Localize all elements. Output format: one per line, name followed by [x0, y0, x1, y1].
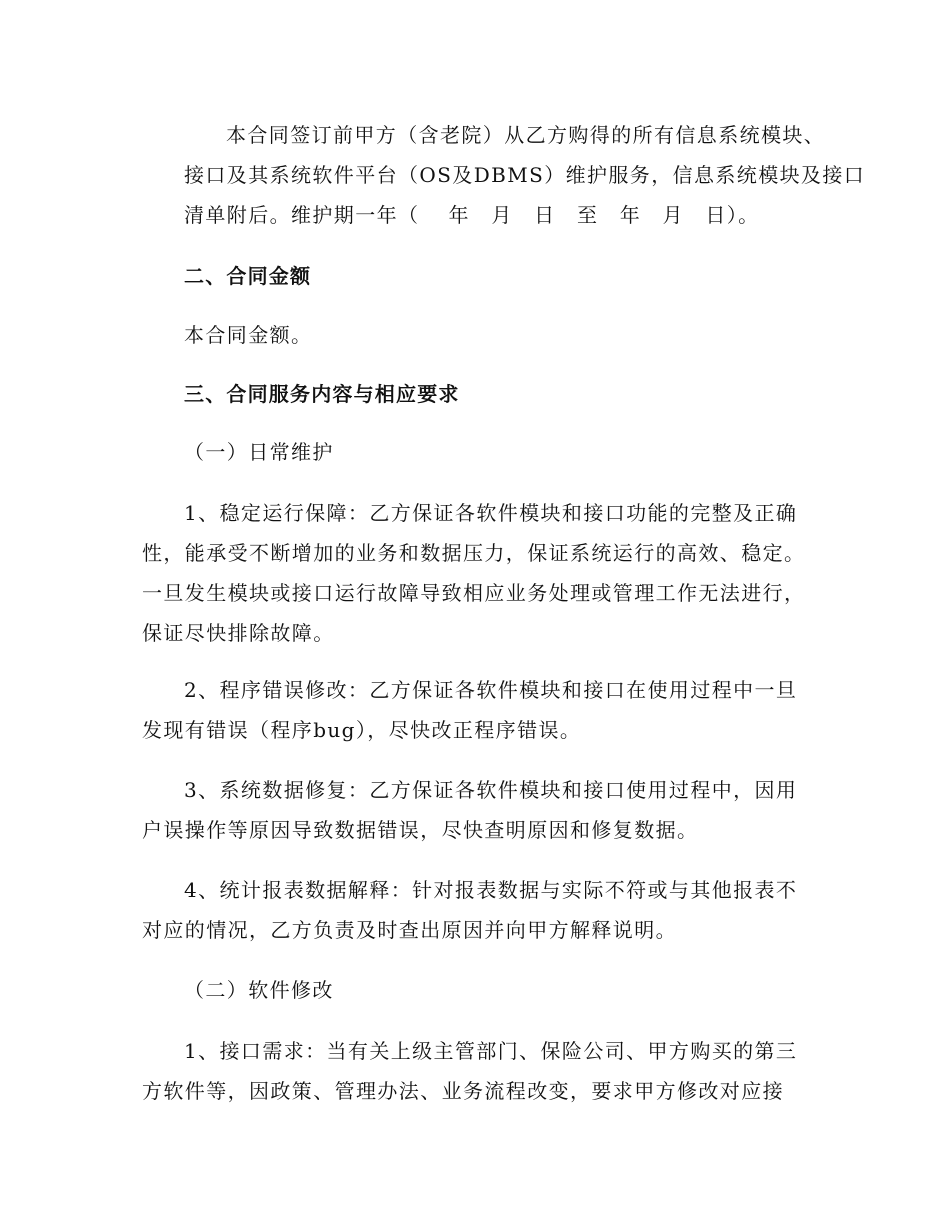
text-line: 方软件等，因政策、管理办法、业务流程改变，要求甲方修改对应接 [142, 1079, 784, 1103]
item-bug-fix [142, 670, 807, 750]
text-line: 保证尽快排除故障。 [142, 621, 335, 645]
text-line: 3、系统数据修复：乙方保证各软件模块和接口使用过程中，因用 [184, 778, 798, 802]
item-stable-operation [142, 493, 807, 653]
text-line: 1、接口需求：当有关上级主管部门、保险公司、甲方购买的第三 [184, 1039, 798, 1063]
paragraph-scope [142, 115, 866, 235]
text-line: 发现有错误（程序bug），尽快改正程序错误。 [142, 718, 582, 742]
subsection-heading-software-modification: （二）软件修改 [184, 978, 334, 1002]
text-line: 4、统计报表数据解释：针对报表数据与实际不符或与其他报表不 [184, 878, 798, 902]
text-line: 户误操作等原因导致数据错误，尽快查明原因和修复数据。 [142, 818, 699, 842]
section-heading-service-content: 三、合同服务内容与相应要求 [184, 382, 460, 406]
text-line: 本合同签订前甲方（含老院）从乙方购得的所有信息系统模块、 [226, 123, 826, 147]
text-line: 2、程序错误修改：乙方保证各软件模块和接口在使用过程中一旦 [184, 678, 798, 702]
text-line: 一旦发生模块或接口运行故障导致相应业务处理或管理工作无法进行， [142, 581, 806, 605]
text-line: 清单附后。维护期一年（ 年 月 日 至 年 月 日）。 [184, 203, 760, 227]
section-heading-contract-amount: 二、合同金额 [184, 264, 312, 288]
text-line: 接口及其系统软件平台（OS及DBMS）维护服务，信息系统模块及接口 [184, 163, 866, 187]
item-report-explanation [142, 870, 807, 950]
text-line: 对应的情况，乙方负责及时查出原因并向甲方解释说明。 [142, 918, 677, 942]
subsection-heading-daily-maintenance: （一）日常维护 [184, 440, 334, 464]
text-line: 性，能承受不断增加的业务和数据压力，保证系统运行的高效、稳定。 [142, 541, 806, 565]
text-line: 1、稳定运行保障：乙方保证各软件模块和接口功能的完整及正确 [184, 501, 798, 525]
item-data-repair [142, 770, 807, 850]
paragraph-contract-amount: 本合同金额。 [184, 323, 313, 347]
item-interface-requirements [142, 1031, 807, 1111]
